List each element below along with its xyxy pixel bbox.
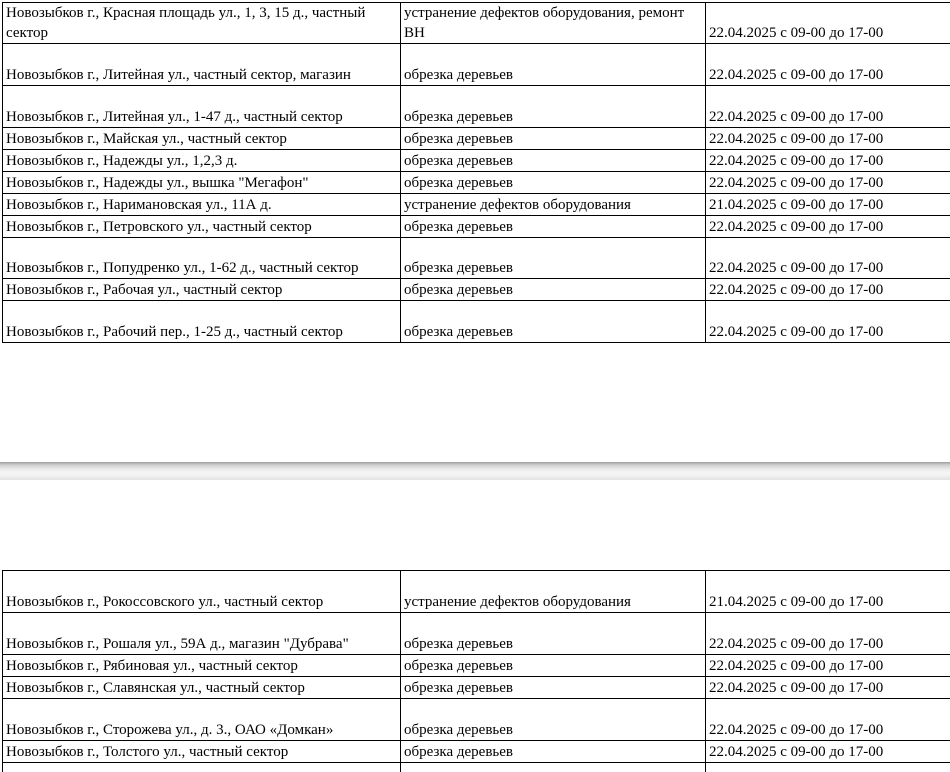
work-type-cell: обрезка деревьев <box>401 655 706 677</box>
date-cell <box>706 763 950 772</box>
outage-table-top <box>2 2 950 343</box>
work-type-cell: обрезка деревьев <box>401 172 706 194</box>
date-cell: 22.04.2025 с 09-00 до 17-00 <box>706 86 950 128</box>
date-cell: 22.04.2025 с 09-00 до 17-00 <box>706 3 950 44</box>
work-type-cell: устранение дефектов оборудования, ремонт ВН <box>401 3 706 44</box>
address-cell: Новозыбков г., Наримановская ул., 11А д. <box>3 194 401 216</box>
work-type-cell: обрезка деревьев <box>401 216 706 238</box>
table-row <box>3 128 950 150</box>
address-cell: Новозыбков г., Рокоссовского ул., частный сектор <box>3 571 401 613</box>
work-type-cell <box>401 763 706 772</box>
work-type-cell: устранение дефектов оборудования <box>401 194 706 216</box>
work-type-cell: обрезка деревьев <box>401 44 706 86</box>
address-cell: Новозыбков г., Петровского ул., частный сектор <box>3 216 401 238</box>
address-cell: Новозыбков г., Надежды ул., 1,2,3 д. <box>3 150 401 172</box>
date-cell: 22.04.2025 с 09-00 до 17-00 <box>706 216 950 238</box>
table-row <box>3 194 950 216</box>
date-cell: 22.04.2025 с 09-00 до 17-00 <box>706 150 950 172</box>
address-cell: Новозыбков г., Толстого ул., частный сектор <box>3 741 401 763</box>
work-type-cell: обрезка деревьев <box>401 150 706 172</box>
address-cell: Новозыбков г., Красная площадь ул., 1, 3, 15 д., частный сектор <box>3 3 401 44</box>
date-cell: 21.04.2025 с 09-00 до 17-00 <box>706 571 950 613</box>
work-type-cell: обрезка деревьев <box>401 128 706 150</box>
date-cell: 22.04.2025 с 09-00 до 17-00 <box>706 128 950 150</box>
table-row <box>3 677 950 699</box>
date-cell: 22.04.2025 с 09-00 до 17-00 <box>706 238 950 279</box>
work-type-cell: обрезка деревьев <box>401 741 706 763</box>
table-row <box>3 279 950 301</box>
work-type-cell: обрезка деревьев <box>401 699 706 741</box>
work-type-cell: обрезка деревьев <box>401 613 706 655</box>
table-row <box>3 86 950 128</box>
address-cell: Новозыбков г., Славянская ул., частный сектор <box>3 677 401 699</box>
date-cell: 22.04.2025 с 09-00 до 17-00 <box>706 677 950 699</box>
date-cell: 22.04.2025 с 09-00 до 17-00 <box>706 613 950 655</box>
table-row <box>3 3 950 44</box>
address-cell: Новозыбков г., Попудренко ул., 1-62 д., частный сектор <box>3 238 401 279</box>
table-row <box>3 238 950 279</box>
date-cell: 21.04.2025 с 09-00 до 17-00 <box>706 194 950 216</box>
work-type-cell: устранение дефектов оборудования <box>401 571 706 613</box>
date-cell: 22.04.2025 с 09-00 до 17-00 <box>706 279 950 301</box>
date-cell: 22.04.2025 с 09-00 до 17-00 <box>706 301 950 343</box>
date-cell: 22.04.2025 с 09-00 до 17-00 <box>706 741 950 763</box>
table-row <box>3 741 950 763</box>
address-cell: Новозыбков г., Сторожева ул., д. 3., ОАО «Домкан» <box>3 699 401 741</box>
date-cell: 22.04.2025 с 09-00 до 17-00 <box>706 172 950 194</box>
table-row <box>3 150 950 172</box>
table-row <box>3 655 950 677</box>
address-cell: Новозыбков г., Литейная ул., частный сектор, магазин <box>3 44 401 86</box>
date-cell: 22.04.2025 с 09-00 до 17-00 <box>706 44 950 86</box>
address-cell: Новозыбков г., Литейная ул., 1-47 д., частный сектор <box>3 86 401 128</box>
address-cell: Новозыбков г., Надежды ул., вышка "Мегафон" <box>3 172 401 194</box>
table-row <box>3 571 950 613</box>
document-page-bottom <box>0 480 950 772</box>
table-row <box>3 44 950 86</box>
work-type-cell: обрезка деревьев <box>401 238 706 279</box>
work-type-cell: обрезка деревьев <box>401 301 706 343</box>
table-row <box>3 301 950 343</box>
work-type-cell: обрезка деревьев <box>401 86 706 128</box>
address-cell: Новозыбков г., Майская ул., частный сектор <box>3 128 401 150</box>
address-cell: Новозыбков г., Рябиновая ул., частный сектор <box>3 655 401 677</box>
date-cell: 22.04.2025 с 09-00 до 17-00 <box>706 655 950 677</box>
table-row <box>3 699 950 741</box>
table-row <box>3 763 950 772</box>
address-cell: Новозыбков г., Рабочая ул., частный сектор <box>3 279 401 301</box>
page-separator <box>0 462 950 480</box>
table-row <box>3 216 950 238</box>
address-cell <box>3 763 401 772</box>
address-cell: Новозыбков г., Рошаля ул., 59А д., магазин "Дубрава" <box>3 613 401 655</box>
address-cell: Новозыбков г., Рабочий пер., 1-25 д., частный сектор <box>3 301 401 343</box>
table-row <box>3 172 950 194</box>
outage-table-bottom <box>2 570 950 772</box>
work-type-cell: обрезка деревьев <box>401 279 706 301</box>
work-type-cell: обрезка деревьев <box>401 677 706 699</box>
date-cell: 22.04.2025 с 09-00 до 17-00 <box>706 699 950 741</box>
table-row <box>3 613 950 655</box>
